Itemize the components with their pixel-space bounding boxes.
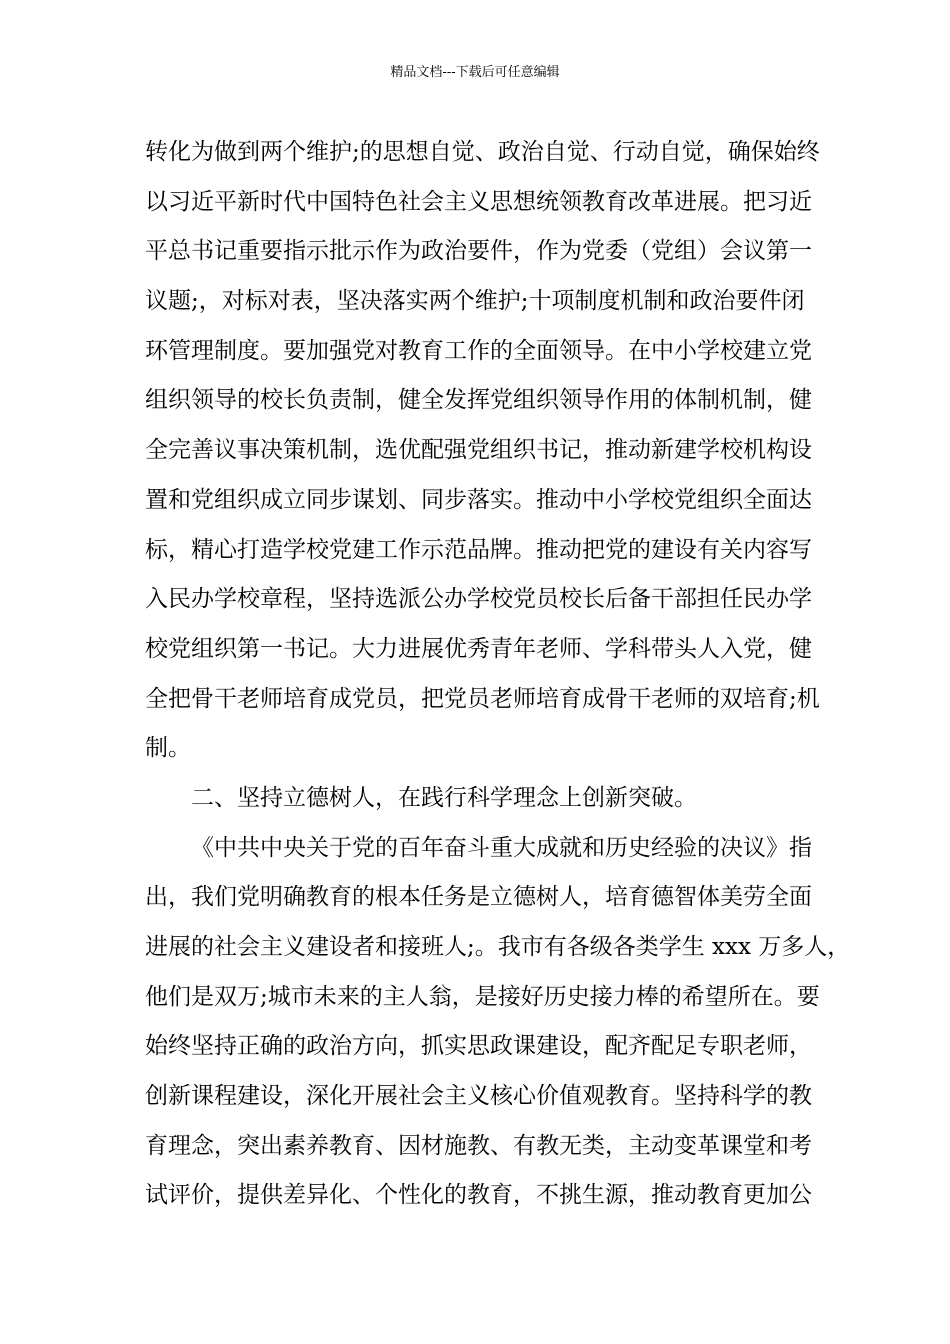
paragraph-2-line: 《中共中央关于党的百年奋斗重大成就和历史经验的决议》指	[191, 834, 812, 861]
paragraph-1-line: 校党组织第一书记。大力进展优秀青年老师、学科带头人入党，健	[145, 635, 812, 662]
paragraph-2-line: 他们是双万;城市未来的主人翁，是接好历史接力棒的希望所在。要	[145, 983, 820, 1010]
document-body	[145, 128, 851, 1221]
paragraph-1-line: 以习近平新时代中国特色社会主义思想统领教育改革进展。把习近	[145, 188, 812, 215]
paragraph-1-line: 制。	[145, 735, 191, 762]
paragraph-1-line: 议题;，对标对表，坚决落实两个维护;十项制度机制和政治要件闭	[145, 288, 805, 315]
paragraph-1-line: 全完善议事决策机制，选优配强党组织书记，推动新建学校机构设	[145, 437, 812, 464]
paragraph-1-line: 标，精心打造学校党建工作示范品牌。推动把党的建设有关内容写	[145, 536, 812, 563]
paragraph-2-line: 创新课程建设，深化开展社会主义核心价值观教育。坚持科学的教	[145, 1083, 812, 1110]
paragraph-2-line: 始终坚持正确的政治方向，抓实思政课建设，配齐配足专职老师，	[145, 1033, 812, 1060]
paragraph-2-line: 进展的社会主义建设者和接班人;。我市有各级各类学生 xxx 万多人，	[145, 934, 851, 960]
paragraph-1-line: 转化为做到两个维护;的思想自觉、政治自觉、行动自觉，确保始终	[145, 139, 820, 165]
paragraph-1-line: 组织领导的校长负责制，健全发挥党组织领导作用的体制机制，健	[145, 387, 812, 414]
paragraph-1-line: 入民办学校章程，坚持选派公办学校党员校长后备干部担任民办学	[145, 586, 812, 613]
paragraph-1-line: 全把骨干老师培育成党员，把党员老师培育成骨干老师的双培育;机	[145, 685, 820, 712]
paragraph-2-line: 试评价，提供差异化、个性化的教育，不挑生源，推动教育更加公	[145, 1182, 812, 1209]
paragraph-1-line: 平总书记重要指示批示作为政治要件，作为党委（党组）会议第一	[145, 238, 812, 265]
section-heading: 二、坚持立德树人，在践行科学理念上创新突破。	[191, 784, 697, 811]
paragraph-2-line: 出，我们党明确教育的根本任务是立德树人，培育德智体美劳全面	[145, 884, 812, 911]
page-header: 精品文档---下载后可任意编辑	[390, 65, 560, 80]
paragraph-1-line: 置和党组织成立同步谋划、同步落实。推动中小学校党组织全面达	[145, 486, 812, 513]
paragraph-2-line: 育理念，突出素养教育、因材施教、有教无类，主动变革课堂和考	[145, 1132, 812, 1159]
paragraph-1-line: 环管理制度。要加强党对教育工作的全面领导。在中小学校建立党	[145, 337, 812, 364]
